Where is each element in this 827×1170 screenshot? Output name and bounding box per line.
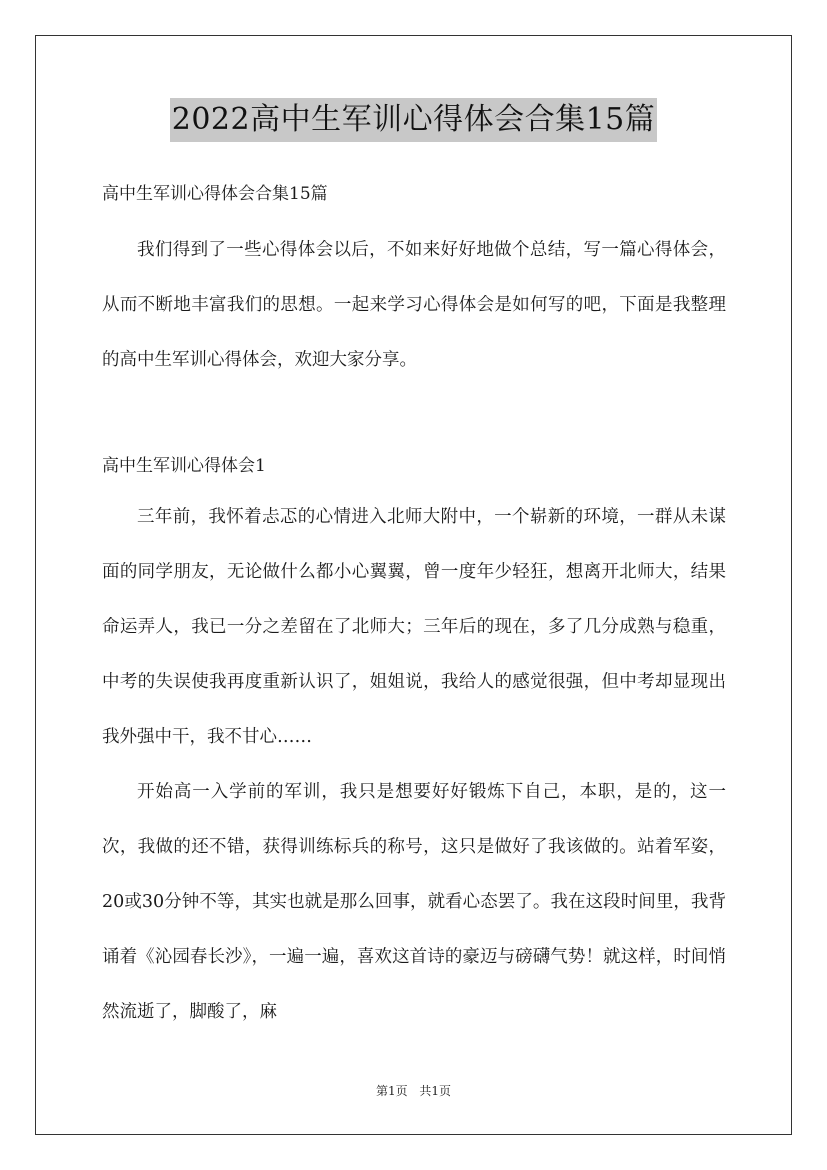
page-number: 第1页 (375, 1084, 408, 1098)
section-heading: 高中生军训心得体会1 (102, 456, 266, 476)
body-paragraph-1: 三年前，我怀着忐忑的心情进入北师大附中，一个崭新的环境，一群从未谋面的同学朋友，无论做什么都小心翼翼，曾一度年少轻狂，想离开北师大，结果命运弄人，我已一分之差留在了北师大；三年后的现在，多了几分成熟与稳重，中考的失误使我再度重新认识了，姐姐说，我给人的感觉很强，但中考却显现出我外强中干，我不甘心…… (102, 507, 726, 747)
page-footer (0, 1083, 827, 1099)
document-title: 2022高中生军训心得体会合集15篇 (170, 98, 658, 142)
page-total: 共1页 (419, 1084, 452, 1098)
body-paragraph-2: 开始高一入学前的军训，我只是想要好好锻炼下自己，本职，是的，这一次，我做的还不错，获得训练标兵的称号，这只是做好了我该做的。站着军姿，20或30分钟不等，其实也就是那么回事，就看心态罢了。我在这段时间里，我背诵着《沁园春长沙》，一遍一遍，喜欢这首诗的豪迈与磅礴气势！就这样，时间悄然流逝了，脚酸了，麻 (102, 782, 726, 1022)
document-subtitle: 高中生军训心得体会合集15篇 (102, 184, 328, 204)
intro-paragraph: 我们得到了一些心得体会以后，不如来好好地做个总结，写一篇心得体会，从而不断地丰富我们的思想。一起来学习心得体会是如何写的吧，下面是我整理的高中生军训心得体会，欢迎大家分享。 (102, 240, 726, 370)
title-container (0, 98, 827, 142)
